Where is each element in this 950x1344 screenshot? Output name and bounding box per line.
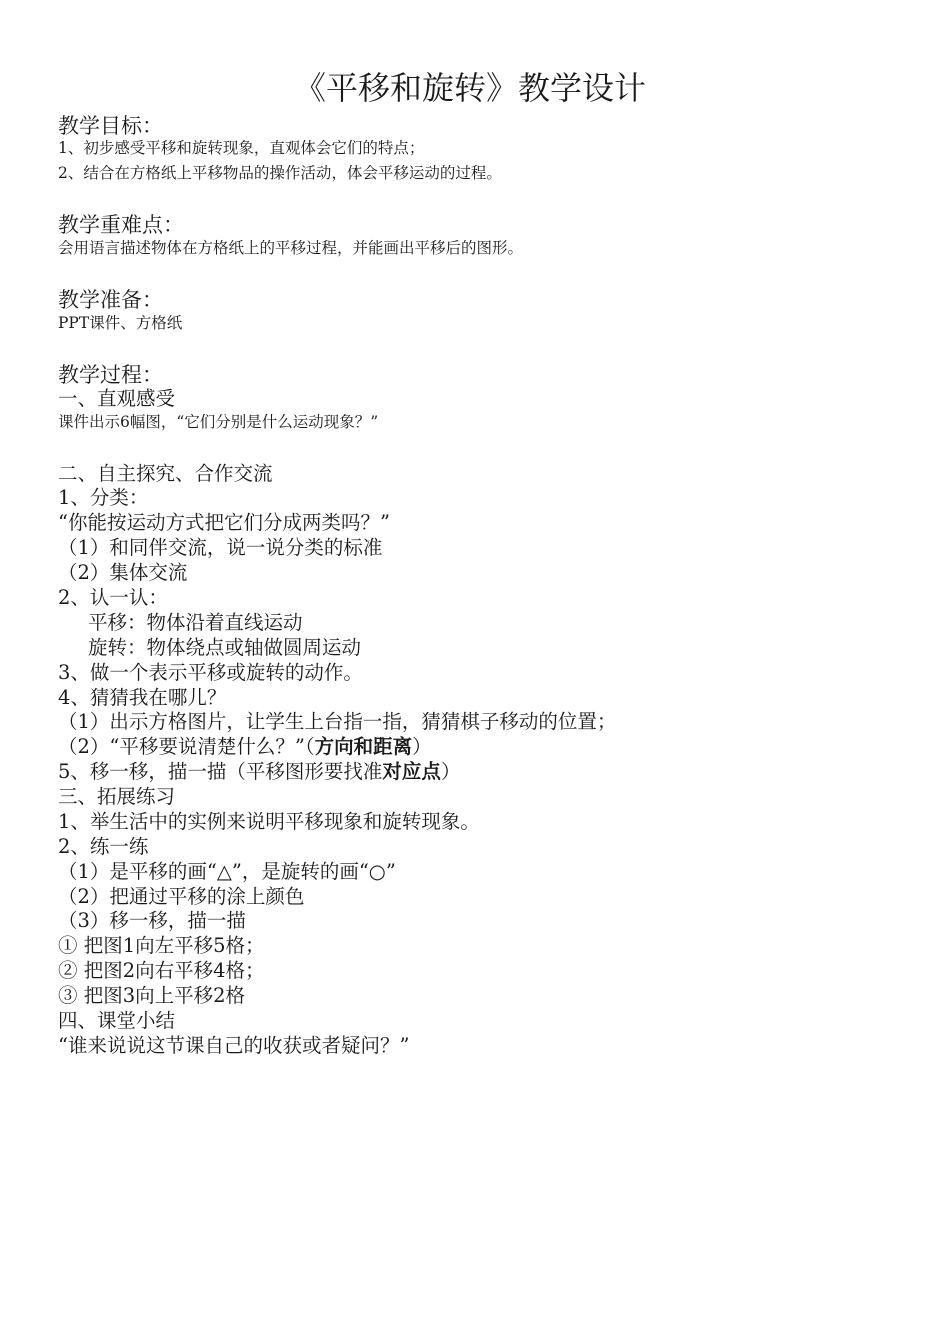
part2-line: 3、做一个表示平移或旋转的动作。	[58, 661, 363, 684]
part3-line: 1、举生活中的实例来说明平移现象和旋转现象。	[58, 810, 480, 833]
goal-item-1: 1、初步感受平移和旋转现象，直观体会它们的特点；	[58, 139, 425, 157]
part2-line: （2）集体交流	[58, 561, 188, 584]
part2-question-2	[58, 734, 432, 759]
question-2-answer: 方向和距离	[314, 735, 413, 758]
part3-line: ② 把图2向右平移4格；	[58, 959, 265, 982]
key-points-text: 会用语言描述物体在方格纸上的平移过程，并能画出平移后的图形。	[58, 239, 524, 257]
part2-line: 1、分类：	[58, 486, 149, 509]
part3-line: ③ 把图3向上平移2格	[58, 984, 246, 1007]
part2-line: 平移：物体沿着直线运动	[88, 611, 303, 634]
part3-title: 三、拓展练习	[58, 785, 176, 808]
preparation-heading: 教学准备：	[58, 288, 163, 312]
part3-line: （2）把通过平移的涂上颜色	[58, 885, 305, 908]
part2-line: “你能按运动方式把它们分成两类吗？”	[58, 511, 390, 534]
part3-line: （3）移一移，描一描	[58, 909, 246, 932]
goal-item-2: 2、结合在方格纸上平移物品的操作活动，体会平移运动的过程。	[58, 164, 502, 182]
part3-line: （1）是平移的画“△”，是旋转的画“○”	[58, 860, 396, 883]
document-title: 《平移和旋转》教学设计	[293, 69, 646, 107]
question-2-suffix: ）	[412, 735, 432, 758]
part2-title: 二、自主探究、合作交流	[58, 462, 273, 485]
part4-text: “谁来说说这节课自己的收获或者疑问？”	[58, 1034, 410, 1057]
part2-item-5	[58, 759, 460, 784]
goals-heading: 教学目标：	[58, 114, 163, 138]
part2-line: 2、认一认：	[58, 586, 168, 609]
part3-line: ① 把图1向左平移5格；	[58, 934, 265, 957]
part2-line: （1）出示方格图片，让学生上台指一指，猜猜棋子移动的位置；	[58, 710, 617, 733]
part2-line: 4、猜猜我在哪儿？	[58, 686, 227, 709]
part2-line: （1）和同伴交流，说一说分类的标准	[58, 536, 383, 559]
part1-text: 课件出示6幅图，“它们分别是什么运动现象？”	[58, 413, 379, 431]
part4-title: 四、课堂小结	[58, 1009, 176, 1032]
item-5-suffix: ）	[440, 760, 461, 783]
item-5-emphasis: 对应点	[382, 760, 441, 783]
key-points-heading: 教学重难点：	[58, 213, 184, 237]
part1-title: 一、直观感受	[58, 387, 176, 410]
part2-line: 旋转：物体绕点或轴做圆周运动	[88, 636, 362, 659]
item-5-prefix: 5、移一移，描一描（平移图形要找准	[58, 760, 383, 783]
part3-line: 2、练一练	[58, 835, 149, 858]
process-heading: 教学过程：	[58, 363, 163, 387]
preparation-text: PPT课件、方格纸	[58, 314, 183, 332]
question-2-prefix: （2）“平移要说清楚什么？”（	[58, 735, 315, 758]
